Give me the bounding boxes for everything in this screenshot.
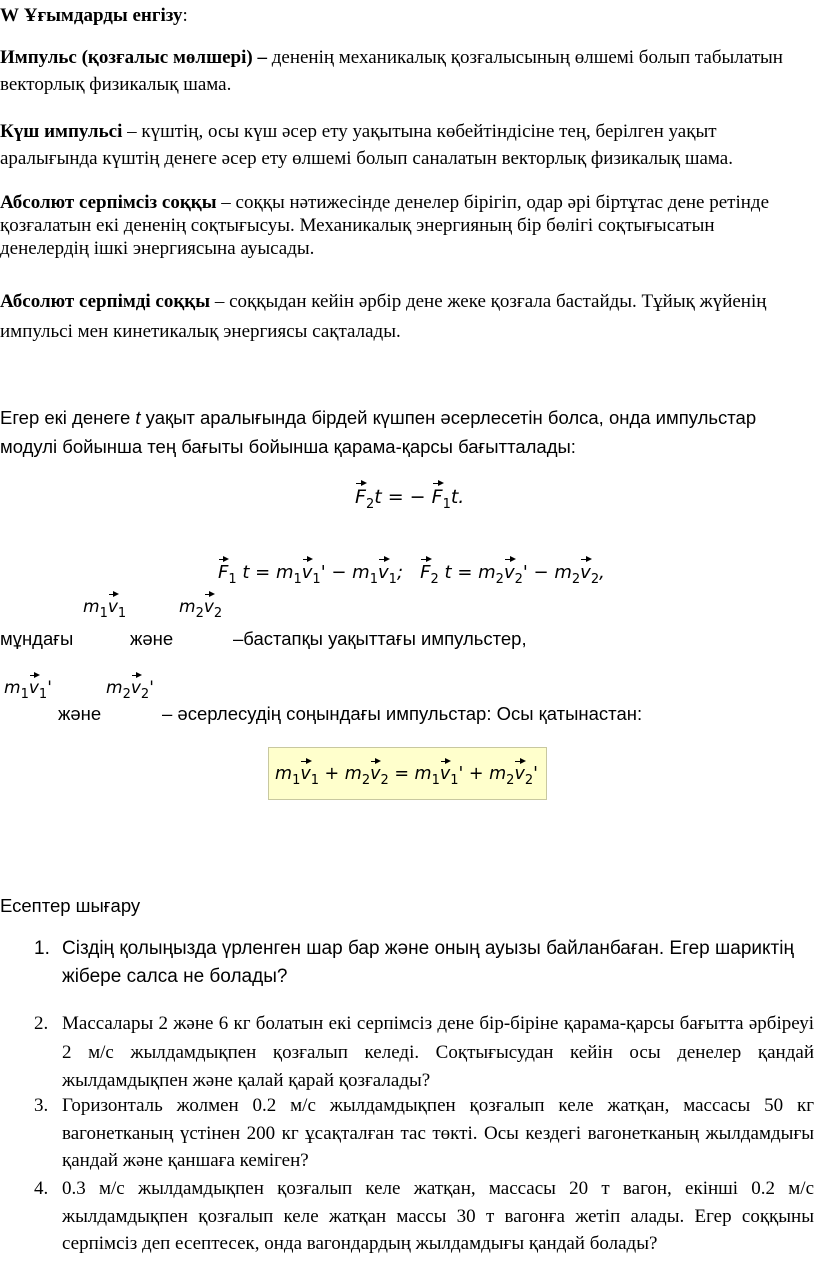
formula-m2v2: $m_2v_2$ — [179, 597, 223, 621]
definition-text: – соққы нәтижесінде денелер бірігіп, одар әрі біртұтас дене ретінде қозғалатын екі дененің соқтығысуы. Механикалық энергияның бір бөлігі соқтығысатын денелердің ішкі энергиясына ауысады. — [0, 192, 770, 259]
definition-term: Күш импульсі — [0, 121, 123, 142]
formula-m2v2-prime: $m_2v_2'$ — [106, 678, 154, 702]
where-label: мұндағы — [0, 628, 74, 649]
time-variable: t — [135, 407, 141, 428]
list-item-number: 1. — [34, 938, 50, 959]
definition-text: – күштің, осы күш әсер ету уақытына көбейтіндісіне тең, берілген уақыт аралығында күштің денеге әсер ету өлшемі болып саналатын векторлық физикалық шама. — [0, 121, 733, 169]
list-item-number: 4. — [34, 1178, 49, 1199]
formula-impulse-change: $F_1$ $t = m_1v_1' - m_1v_1$; $F_2$ $t = m_2v_2' - m_2v_2$, — [218, 562, 605, 587]
list-item-text: Горизонталь жолмен 0.2 м/с жылдамдықпен қозғалып келе жатқан, массасы 50 кг вагонетканың үстінен 200 кг ұсақталған тас төкті. Осы кездегі вагонетканың жылдамдығы қандай және қаншаға кеміген? — [62, 1095, 814, 1171]
list-item-text: Массалары 2 және 6 кг болатын екі серпімсіз дене бір-біріне қарама-қарсы бағытта әрбіреуі 2 м/с жылдамдықпен қозғалып келеді. Соқтығысудан кейін осы денелер қандай жылдамдықпен және қалай қарай қозғалады? — [62, 1013, 814, 1091]
formula-conservation: $m_1v_1 + m_2v_2 = m_1v_1' + m_2v_2'$ — [275, 764, 538, 788]
and-label-1: және — [130, 628, 174, 649]
definition-term: Абсолют серпімсіз соққы — [0, 192, 217, 213]
formula-force-equality: $F_2t$ = − $F_1t$. — [355, 486, 465, 512]
heading-colon: : — [182, 5, 188, 26]
formula-m1v1: $m_1v_1$ — [83, 597, 127, 621]
definition-momentum — [0, 44, 790, 98]
list-item-number: 3. — [34, 1095, 49, 1116]
list-item — [0, 1175, 816, 1259]
list-item — [0, 1010, 816, 1094]
definition-text: дененің механикалық қозғалысының өлшемі болып табылатын векторлық физикалық шама. — [0, 47, 783, 95]
list-item — [0, 1092, 816, 1176]
list-item-number: 2. — [34, 1013, 49, 1034]
definition-text: – соққыдан кейін әрбір дене жеке қозғала бастайды. Тұйық жүйенің импульсі мен кинетикалық энергиясы сақталады. — [0, 291, 767, 342]
definition-elastic-collision — [0, 287, 790, 347]
definition-term: Импульс (қозғалыс мөлшері) – — [0, 47, 267, 68]
section-heading — [0, 2, 790, 29]
initial-momenta-note: –бастапқы уақыттағы импульстер, — [233, 628, 527, 649]
heading-title: Ұғымдарды енгізу — [23, 5, 183, 26]
momentum-conservation-formula-box — [268, 747, 547, 800]
definition-term: Абсолют серпімді соққы — [0, 291, 211, 312]
final-momenta-note: – әсерлесудің соңындағы импульстар: Осы қатынастан: — [162, 703, 643, 724]
list-item-text: 0.3 м/с жылдамдықпен қозғалып келе жатқан, массасы 20 т вагон, екінші 0.2 м/с жылдамдықпен қозғалып келе жатқан массы 30 т вагонға жетіп алады. Егер соққыны серпімсіз деп есептесек, онда вагондардың жылдамдығы қандай болады? — [62, 1178, 814, 1254]
tasks-title: Есептер шығару — [0, 895, 141, 916]
list-item — [0, 935, 816, 991]
list-item-text: Сіздің қолыңызда үрленген шар бар және оның ауызы байланбаған. Егер шариктің жібере салса не болады? — [62, 938, 794, 987]
where-line — [0, 627, 816, 651]
explanation-paragraph: Егер екі денеге t уақыт аралығында бірдей күшпен әсерлесетін болса, онда импульстар модулі бойынша тең бағыты бойынша қарама-қарсы бағытталады: — [0, 407, 757, 457]
and-label-2: және — [58, 703, 102, 724]
definition-inelastic-collision — [0, 191, 780, 260]
heading-prefix: W — [0, 5, 19, 26]
definition-force-impulse — [0, 118, 812, 172]
formula-m1v1-prime: $m_1v_1'$ — [4, 678, 52, 702]
